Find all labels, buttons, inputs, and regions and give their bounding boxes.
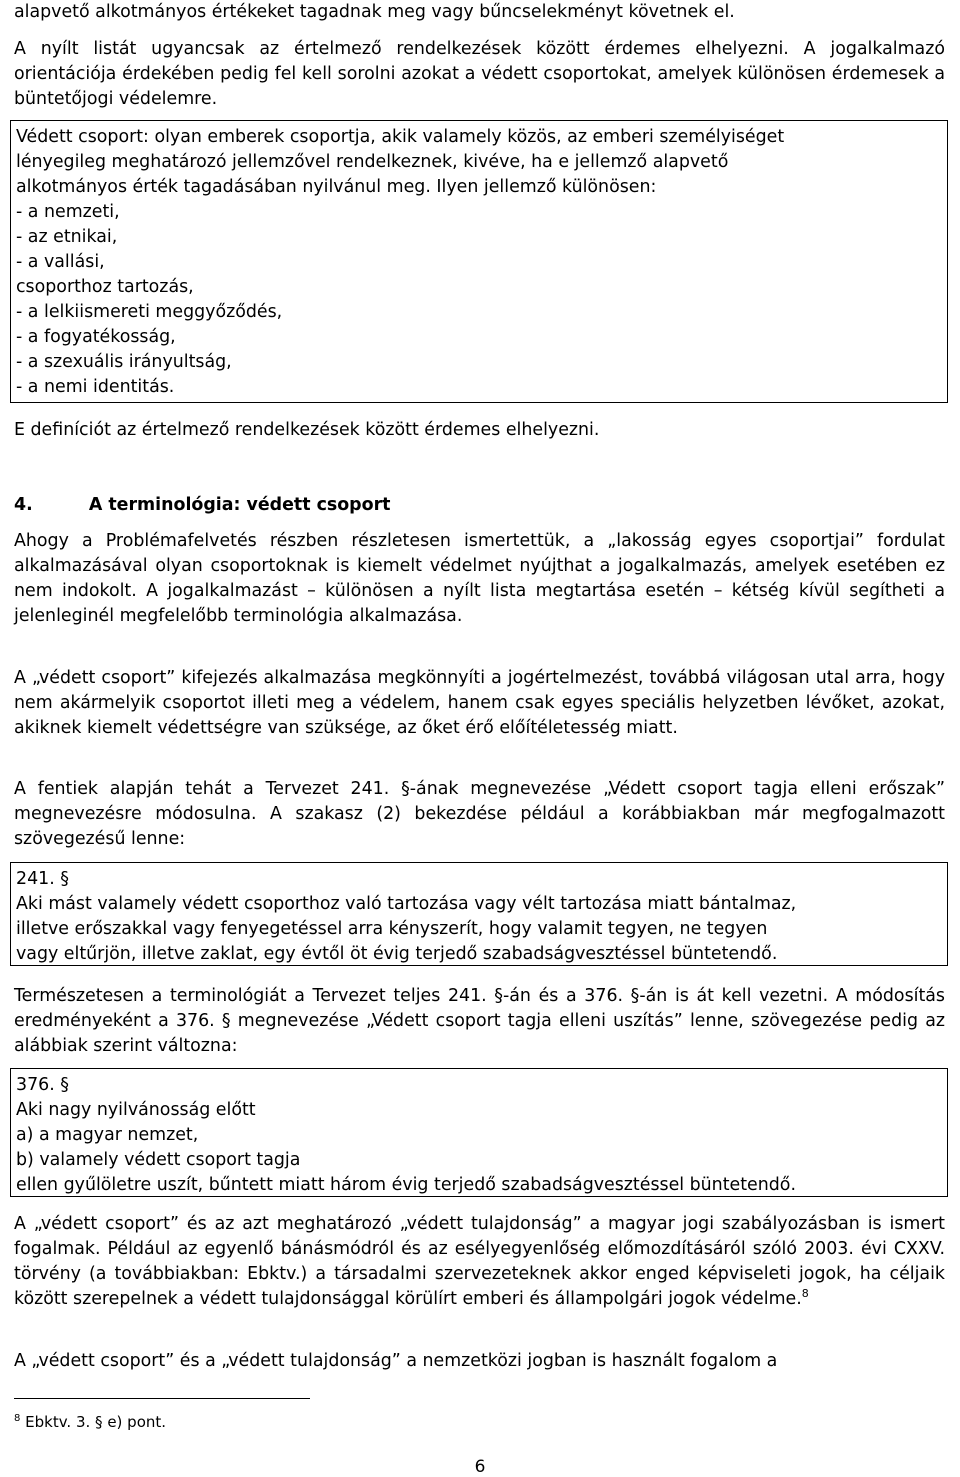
list-item-gender-identity: - a nemi identitás. xyxy=(16,377,175,397)
footnote-reference: 8 xyxy=(801,1287,809,1301)
quote-box-241 xyxy=(10,862,948,966)
list-item-conscience: - a lelkiismereti meggyőződés, xyxy=(16,302,283,322)
list-item-group-membership: csoporthoz tartozás, xyxy=(16,277,194,297)
footnote-number: 8 xyxy=(14,1413,21,1424)
footnote-text: Ebktv. 3. § e) pont. xyxy=(25,1413,167,1431)
list-item-disability: - a fogyatékosság, xyxy=(16,327,176,347)
quote-line: Aki nagy nyilvánosság előtt xyxy=(16,1100,256,1120)
page-number: 6 xyxy=(474,1457,486,1477)
list-item-national: - a nemzeti, xyxy=(16,202,120,222)
section-label-376: 376. § xyxy=(16,1075,69,1095)
section-number: 4. xyxy=(14,495,33,515)
paragraph-international-law: A „védett csoport” és a „védett tulajdonság” a nemzetközi jogban is használt fogalom a xyxy=(14,1351,778,1371)
definition-line: alkotmányos érték tagadásában nyilvánul meg. Ilyen jellemző különösen: xyxy=(16,177,657,197)
paragraph-problem-statement: Ahogy a Problémafelvetés részben részletesen ismertettük, a „lakosság egyes csoportjai” fordulat alkalmazásával olyan csoportoknak is kiemelt védelmet nyújthat a jogalkalmazás, amelyek esetében ez nem indokolt. A jogalkalmazást – különösen a nyílt lista megtartása esetén – kétség kívül segítheti a jelenleginél megfelelőbb terminológia alkalmazása. xyxy=(14,531,945,626)
list-item-ethnic: - az etnikai, xyxy=(16,227,118,247)
definition-box-protected-group xyxy=(10,120,948,403)
quote-line: Aki mást valamely védett csoporthoz való tartozása vagy vélt tartozása miatt bántalmaz, xyxy=(16,894,797,914)
definition-line: lényegileg meghatározó jellemzővel rendelkeznek, kivéve, ha e jellemző alapvető xyxy=(16,152,729,172)
quote-line: a) a magyar nemzet, xyxy=(16,1125,199,1145)
list-item-religious: - a vallási, xyxy=(16,252,105,272)
footnote-separator xyxy=(14,1398,310,1399)
paragraph-protected-group-term: A „védett csoport” kifejezés alkalmazása megkönnyíti a jogértelmezést, továbbá világosan utal arra, hogy nem akármelyik csoportot illeti meg a védelem, hanem csak egyes speciális helyzetben lévőket, azokat, akiknek kiemelt védettségre van szüksége, az őket érő előítéletesség miatt. xyxy=(14,668,945,738)
paragraph-open-list: A nyílt listát ugyancsak az értelmező rendelkezések között érdemes elhelyezni. A jogalkalmazó orientációja érdekében pedig fel kell sorolni azokat a védett csoportokat, amelyek különösen érdemesek a büntetőjogi védelemre. xyxy=(14,39,945,109)
paragraph-top1: alapvető alkotmányos értékeket tagadnak meg vagy bűncselekményt követnek el. xyxy=(14,2,735,22)
footnote xyxy=(14,1412,166,1432)
definition-line: Védett csoport: olyan emberek csoportja, akik valamely közös, az emberi személyiséget xyxy=(16,127,785,147)
paragraph-draft-241: A fentiek alapján tehát a Tervezet 241. §-ának megnevezése „Védett csoport tagja elleni erőszak” megnevezésre módosulna. A szakasz (2) bekezdése például a korábbiakban már megfogalmazott szövegezésű lenne: xyxy=(14,779,945,849)
section-label-241: 241. § xyxy=(16,869,69,889)
paragraph-definition-placement: E definíciót az értelmező rendelkezések között érdemes elhelyezni. xyxy=(14,420,600,440)
quote-line: b) valamely védett csoport tagja xyxy=(16,1150,301,1170)
quote-line: illetve erőszakkal vagy fenyegetéssel arra kényszerít, hogy valamit tegyen, ne tegyen xyxy=(16,919,768,939)
section-title: A terminológia: védett csoport xyxy=(88,495,391,515)
quote-line: ellen gyűlöletre uszít, bűntett miatt három évig terjedő szabadságvesztéssel büntetendő. xyxy=(16,1175,796,1195)
list-item-sexual-orientation: - a szexuális irányultság, xyxy=(16,352,232,372)
paragraph-terminology-376: Természetesen a terminológiát a Tervezet teljes 241. §-án és a 376. §-án is át kell vezetni. A módosítás eredményeként a 376. § megnevezése „Védett csoport tagja elleni uszítás” lenne, szövegezése pedig az alábbiak szerint változna: xyxy=(14,986,945,1056)
paragraph-ebktv-text: A „védett csoport” és az azt meghatározó „védett tulajdonság” a magyar jogi szabályozásban is ismert fogalmak. Például az egyenlő bánásmódról és az esélyegyenlőség előmozdításáról szóló 2003. évi CXXV. törvény (a továbbiakban: Ebktv.) a társadalmi szervezeteknek akkor enged képviseleti jogok, ha céljaik között szerepelnek a védett tulajdonsággal körülírt emberi és állampolgári jogok védelme. xyxy=(14,1214,945,1309)
quote-box-376 xyxy=(10,1068,948,1197)
quote-line: vagy eltűrjön, illetve zaklat, egy évtől öt évig terjedő szabadságvesztéssel büntetendő. xyxy=(16,944,778,964)
section-heading xyxy=(14,493,945,518)
paragraph-ebktv xyxy=(14,1212,945,1312)
